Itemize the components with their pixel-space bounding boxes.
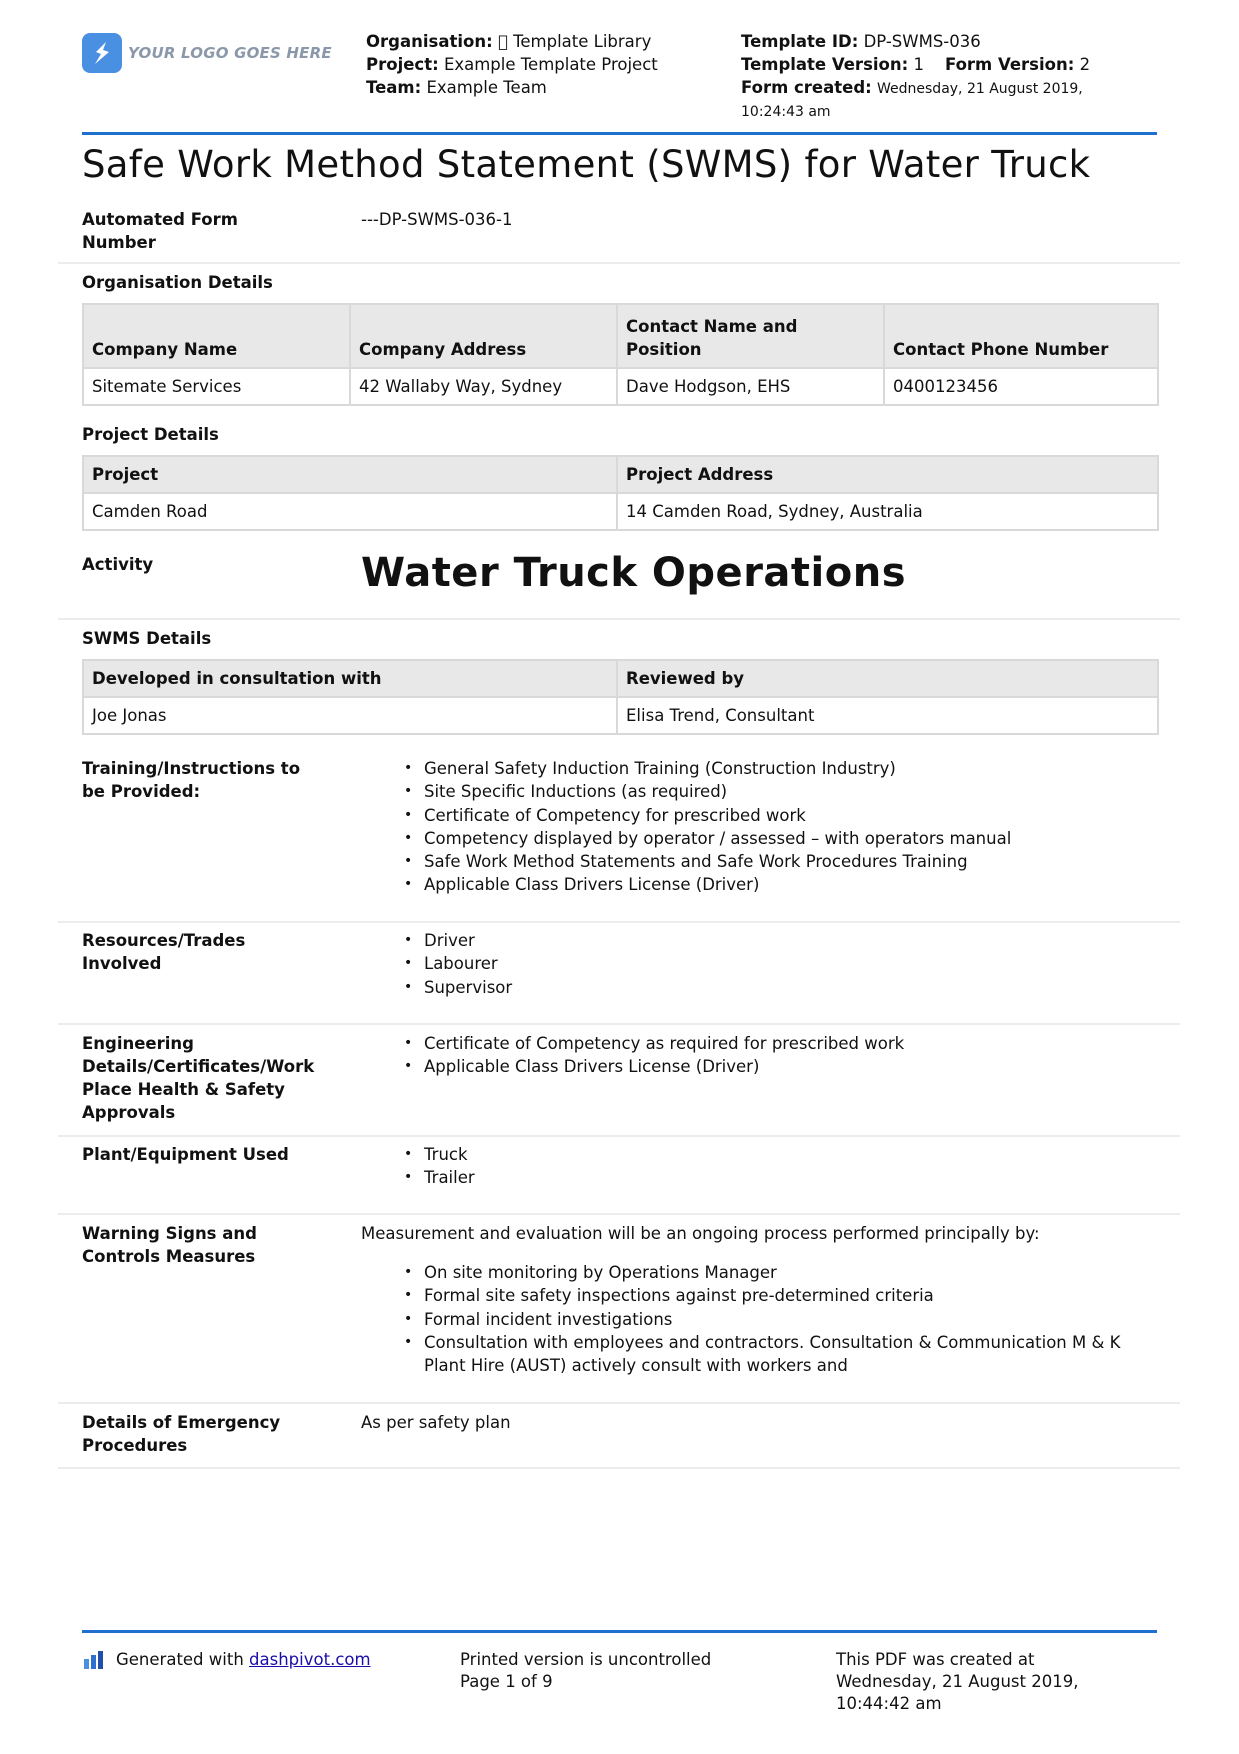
table-row [83,368,1158,405]
divider [58,1213,1180,1215]
divider [58,1023,1180,1025]
list-item: • Site Specific Inductions (as required) [424,780,1136,803]
list-item: • Applicable Class Drivers License (Driver) [424,873,1136,896]
bar-chart-icon [84,1651,108,1669]
header-rule [82,132,1157,135]
form-created-time: 10:24:43 am [741,104,831,120]
training-list [396,757,1136,897]
page-title: Safe Work Method Statement (SWMS) for Water Truck [82,143,1091,186]
table-row [83,493,1158,530]
project-details-heading: Project Details [82,425,219,444]
header-left-block [366,30,658,99]
template-id-label: Template ID: [741,32,859,51]
table-cell: 42 Wallaby Way, Sydney [350,368,617,405]
table-cell: Sitemate Services [83,368,350,405]
list-item: • Truck [424,1143,1136,1166]
project-label: Project: [366,55,439,74]
organisation-details-heading: Organisation Details [82,273,273,292]
table-header-cell: Contact Phone Number [884,304,1158,368]
table-cell: Elisa Trend, Consultant [617,697,1158,734]
automated-form-label: Automated Form Number [82,210,238,252]
organisation-details-table [82,303,1159,406]
table-header-row [83,304,1158,368]
warning-intro: Measurement and evaluation will be an ongoing process performed principally by: [361,1224,1040,1243]
form-version-value: 2 [1079,55,1091,74]
divider [58,618,1180,620]
table-cell: Dave Hodgson, EHS [617,368,884,405]
list-item: • Driver [424,929,1136,952]
table-cell: Joe Jonas [83,697,617,734]
engineering-list [396,1032,1136,1079]
dashpivot-link[interactable]: dashpivot.com [249,1650,371,1669]
activity-label: Activity [82,555,154,574]
template-version-label: Template Version: [741,55,909,74]
divider [58,262,1180,264]
generated-with: Generated with dashpivot.com [116,1650,371,1669]
resources-label: Resources/Trades Involved [82,931,246,973]
resources-list [396,929,1136,999]
organisation-value: Template Library [497,32,637,51]
divider [58,1467,1180,1469]
table-header-cell: Developed in consultation with [83,660,617,697]
footer-middle [460,1649,711,1693]
template-id-value: DP-SWMS-036 [863,32,981,51]
table-header-cell: Contact Name and Position [617,304,884,368]
list-item: • Certificate of Competency for prescribed work [424,804,1136,827]
list-item: • Supervisor [424,976,1136,999]
plant-label: Plant/Equipment Used [82,1145,289,1164]
warning-list [396,1261,1136,1377]
swms-details-table [82,659,1159,735]
divider [58,1135,1180,1137]
template-version-value: 1 [913,55,924,74]
emergency-label: Details of Emergency Procedures [82,1413,281,1455]
table-cell: 14 Camden Road, Sydney, Australia [617,493,1158,530]
list-item: • General Safety Induction Training (Construction Industry) [424,757,1136,780]
list-item: • Formal site safety inspections against pre-determined criteria [424,1284,1136,1307]
divider [58,1402,1180,1404]
team-value: Example Team [426,78,547,97]
pdf-created-note: This PDF was created at Wednesday, 21 August 2019, 10:44:42 am [836,1650,1079,1713]
team-label: Team: [366,78,422,97]
page-number: Page 1 of 9 [460,1672,553,1691]
training-label: Training/Instructions to be Provided: [82,759,301,801]
uncontrolled-note: Printed version is uncontrolled [460,1650,712,1669]
table-header-cell: Company Address [350,304,617,368]
list-item: • Trailer [424,1166,1136,1189]
emergency-value: As per safety plan [361,1413,511,1432]
project-details-table [82,455,1159,531]
list-item: • Formal incident investigations [424,1308,1136,1331]
activity-value: Water Truck Operations [361,550,907,596]
list-item: • Applicable Class Drivers License (Driver) [424,1055,1136,1078]
table-header-cell: Project [83,456,617,493]
footer-rule [82,1630,1157,1633]
table-header-cell: Project Address [617,456,1158,493]
form-version-label: Form Version: [944,55,1075,74]
table-row [83,697,1158,734]
table-header-row [83,456,1158,493]
list-item: • Labourer [424,952,1136,975]
header-right-block [741,30,1090,124]
plant-list [396,1143,1136,1190]
table-cell: Camden Road [83,493,617,530]
table-header-cell: Reviewed by [617,660,1158,697]
list-item: • On site monitoring by Operations Manager [424,1261,1136,1284]
list-item: • Competency displayed by operator / assessed – with operators manual [424,827,1136,850]
list-item: • Safe Work Method Statements and Safe Work Procedures Training [424,850,1136,873]
organisation-label: Organisation: [366,32,493,51]
automated-form-value: ---DP-SWMS-036-1 [361,210,513,229]
engineering-label: Engineering Details/Certificates/Work Place Health & Safety Approvals [82,1034,315,1122]
table-cell: 0400123456 [884,368,1158,405]
warning-label: Warning Signs and Controls Measures [82,1224,257,1266]
table-header-cell: Company Name [83,304,350,368]
table-header-row [83,660,1158,697]
divider [58,921,1180,923]
swms-details-heading: SWMS Details [82,629,212,648]
list-item: • Consultation with employees and contractors. Consultation & Communication M & K Plant Hire (AUST) actively consult with workers and [424,1331,1136,1378]
list-item: • Certificate of Competency as required for prescribed work [424,1032,1136,1055]
form-created-value: Wednesday, 21 August 2019, [877,81,1083,97]
logo-text: YOUR LOGO GOES HERE [128,44,332,62]
form-created-label: Form created: [741,78,872,97]
project-value: Example Template Project [443,55,658,74]
logo-mark [82,33,122,73]
